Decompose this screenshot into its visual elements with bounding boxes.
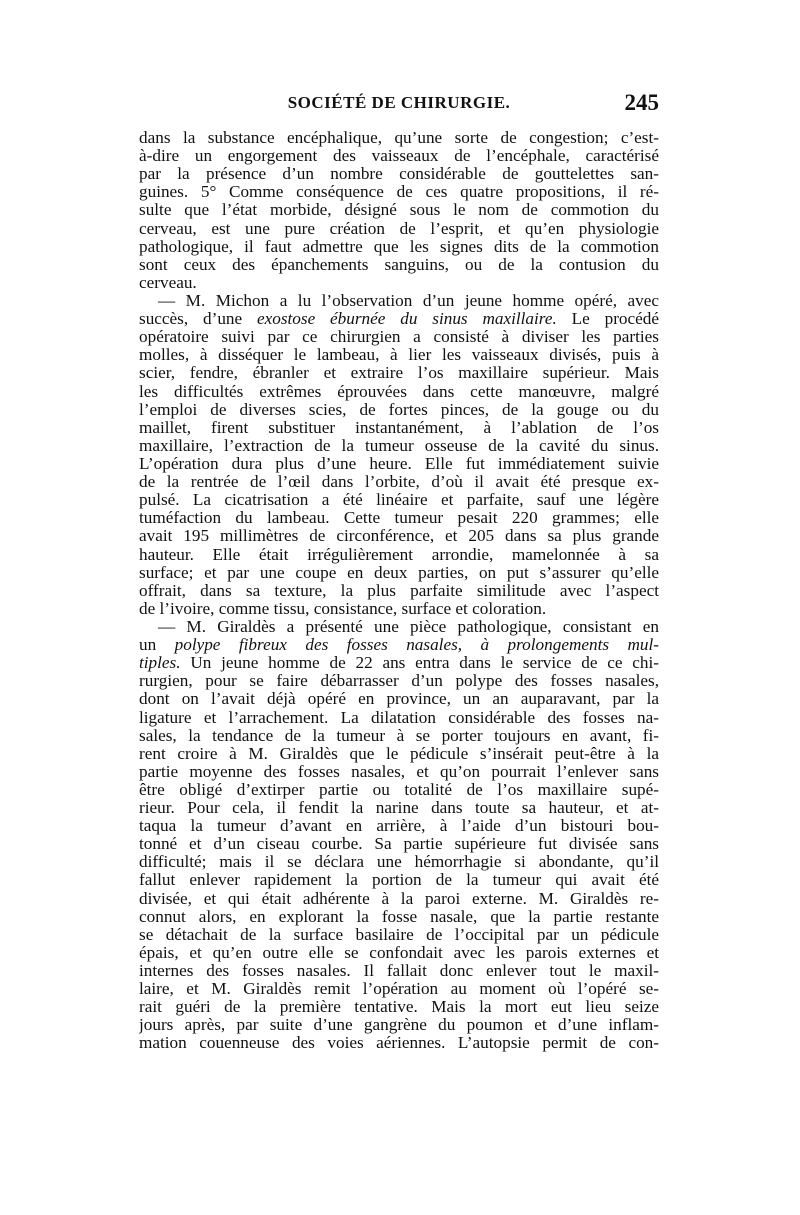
text-line <box>139 346 659 364</box>
text-segment: avait 195 millimètres de circonférence, et 205 dans sa plus grande <box>139 527 659 546</box>
text-segment: opératoire suivi par ce chirurgien a consisté à diviser les parties <box>139 328 659 347</box>
italic-text: polype fibreux des fosses nasales, à prolongements mul- <box>174 636 659 655</box>
text-segment: laire, et M. Giraldès remit l’opération au moment où l’opéré se- <box>139 980 659 999</box>
text-segment: rait guéri de la première tentative. Mais la mort eut lieu seize <box>139 998 659 1017</box>
text-segment: mation couenneuse des voies aériennes. L’autopsie permit de con- <box>139 1034 659 1053</box>
text-segment: tonné et d’un ciseau courbe. Sa partie supérieure fut divisée sans <box>139 835 659 854</box>
text-line <box>139 310 659 328</box>
text-line <box>139 1016 659 1034</box>
text-segment: maxillaire, l’extraction de la tumeur osseuse de la cavité du sinus. <box>139 436 659 455</box>
text-segment: pulsé. La cicatrisation a été linéaire et parfaite, sauf une légère <box>139 491 659 510</box>
text-line <box>139 473 659 491</box>
text-segment: de l’ivoire, comme tissu, consistance, surface et coloration. <box>139 599 547 618</box>
text-line <box>139 165 659 183</box>
text-line <box>139 781 659 799</box>
text-line <box>139 962 659 980</box>
text-line <box>139 437 659 455</box>
text-line <box>139 527 659 545</box>
italic-text: exostose éburnée du sinus maxillaire. <box>256 310 557 329</box>
text-segment: l’emploi de diverses scies, de fortes pinces, de la gouge ou du <box>139 400 659 419</box>
text-line <box>139 401 659 419</box>
text-segment: internes des fosses nasales. Il fallait donc enlever tout le maxil- <box>139 962 659 981</box>
text-segment: molles, à disséquer le lambeau, à lier les vaisseaux divisés, puis à <box>139 346 659 365</box>
text-segment: succès, d’une <box>139 310 257 329</box>
text-segment: — M. Michon a lu l’observation d’un jeune homme opéré, avec <box>158 291 659 310</box>
text-line <box>139 238 659 256</box>
text-line <box>139 183 659 201</box>
text-segment: ligature et l’arrachement. La dilatation considérable des fosses na- <box>139 708 659 727</box>
text-line <box>139 853 659 871</box>
text-segment: rieur. Pour cela, il fendit la narine dans toute sa hauteur, et at- <box>139 799 659 818</box>
text-line <box>139 727 659 745</box>
text-segment: fallut enlever rapidement la portion de la tumeur qui avait été <box>139 871 659 890</box>
text-line <box>139 546 659 564</box>
text-segment: divisée, et qui était adhérente à la paroi externe. M. Giraldès re- <box>139 889 659 908</box>
text-segment: maillet, firent substituer instantanément, à l’ablation de l’os <box>139 418 659 437</box>
text-segment: être obligé d’extirper partie ou totalité de l’os maxillaire supé- <box>139 780 659 799</box>
text-line <box>139 817 659 835</box>
text-line <box>139 455 659 473</box>
text-line <box>139 419 659 437</box>
text-line <box>139 709 659 727</box>
text-line <box>139 636 659 654</box>
text-line <box>139 980 659 998</box>
text-segment: sales, la tendance de la tumeur à se porter toujours en avant, fi- <box>139 726 659 745</box>
text-segment: connut alors, en explorant la fosse nasale, que la partie restante <box>139 907 659 926</box>
text-segment: rurgien, pour se faire débarrasser d’un polype des fosses nasales, <box>139 672 659 691</box>
text-line <box>139 256 659 274</box>
text-line <box>139 944 659 962</box>
text-segment: L’opération dura plus d’une heure. Elle fut immédiatement suivie <box>139 454 659 473</box>
text-segment: par la présence d’un nombre considérable de gouttelettes san- <box>139 165 659 184</box>
text-line <box>139 745 659 763</box>
text-line <box>139 220 659 238</box>
text-segment: de la rentrée de l’œil dans l’orbite, d’où il avait été presque ex- <box>139 473 659 492</box>
text-segment: dont on l’avait déjà opéré en province, un an auparavant, par la <box>139 690 659 709</box>
text-segment: offrait, dans sa texture, la plus parfaite similitude avec l’aspect <box>139 581 659 600</box>
text-line <box>139 908 659 926</box>
text-line <box>139 871 659 889</box>
text-segment: épais, et qu’en outre elle se confondait avec les parois externes et <box>139 943 659 962</box>
text-segment: Le procédé <box>556 310 659 329</box>
text-line <box>139 672 659 690</box>
text-segment: pathologique, il faut admettre que les signes dits de la commotion <box>139 237 659 256</box>
text-segment: difficulté; mais il se déclara une hémorrhagie si abondante, qu’il <box>139 853 659 872</box>
text-line <box>139 491 659 509</box>
text-segment: sulte que l’état morbide, désigné sous le nom de commotion du <box>139 201 659 220</box>
body-text <box>139 129 659 1053</box>
text-line <box>139 654 659 672</box>
text-line <box>139 890 659 908</box>
text-segment: à-dire un engorgement des vaisseaux de l’encéphale, caractérisé <box>139 147 659 166</box>
text-line <box>139 383 659 401</box>
text-segment: se détachait de la surface basilaire de l’occipital par un pédicule <box>139 925 659 944</box>
text-segment: un <box>139 636 175 655</box>
italic-text: tiples. <box>139 654 181 673</box>
text-line <box>139 509 659 527</box>
text-segment: — M. Giraldès a présenté une pièce pathologique, consistant en <box>158 617 659 636</box>
text-line <box>139 274 659 292</box>
text-line <box>139 129 659 147</box>
running-title: SOCIÉTÉ DE CHIRURGIE. <box>287 93 511 112</box>
text-line <box>139 799 659 817</box>
text-segment: jours après, par suite d’une gangrène du poumon et d’une inflam- <box>139 1016 659 1035</box>
text-line <box>139 690 659 708</box>
text-segment: hauteur. Elle était irrégulièrement arrondie, mamelonnée à sa <box>139 545 659 564</box>
text-segment: taqua la tumeur d’avant en arrière, à l’aide d’un bistouri bou- <box>139 817 659 836</box>
text-segment: tuméfaction du lambeau. Cette tumeur pesait 220 grammes; elle <box>139 509 659 528</box>
text-line <box>139 926 659 944</box>
text-segment: partie moyenne des fosses nasales, et qu’on pourrait l’enlever sans <box>139 762 659 781</box>
text-line <box>139 328 659 346</box>
text-line <box>139 582 659 600</box>
text-line <box>139 835 659 853</box>
page-number: 245 <box>624 90 659 115</box>
text-segment: cerveau, est une pure création de l’esprit, et qu’en physiologie <box>139 219 659 238</box>
text-segment: surface; et par une coupe en deux parties, on put s’assurer qu’elle <box>139 563 659 582</box>
text-line <box>139 763 659 781</box>
text-segment: cerveau. <box>139 273 197 292</box>
page-header <box>139 90 659 119</box>
text-segment: guines. 5° Comme conséquence de ces quatre propositions, il ré- <box>139 183 659 202</box>
text-segment: scier, fendre, ébranler et extraire l’os maxillaire supérieur. Mais <box>139 364 659 383</box>
text-line <box>139 998 659 1016</box>
text-line <box>139 1034 659 1052</box>
text-segment: sont ceux des épanchements sanguins, ou de la contusion du <box>139 255 659 274</box>
text-segment: les difficultés extrêmes éprouvées dans cette manœuvre, malgré <box>139 382 659 401</box>
text-line <box>139 600 659 618</box>
text-line <box>139 201 659 219</box>
text-line <box>139 292 659 310</box>
text-line <box>139 364 659 382</box>
text-line <box>139 618 659 636</box>
text-line <box>139 147 659 165</box>
text-segment: Un jeune homme de 22 ans entra dans le service de ce chi- <box>180 654 659 673</box>
text-segment: rent croire à M. Giraldès que le pédicule s’insérait peut-être à la <box>139 744 659 763</box>
text-line <box>139 564 659 582</box>
text-segment: dans la substance encéphalique, qu’une sorte de congestion; c’est- <box>139 129 659 147</box>
